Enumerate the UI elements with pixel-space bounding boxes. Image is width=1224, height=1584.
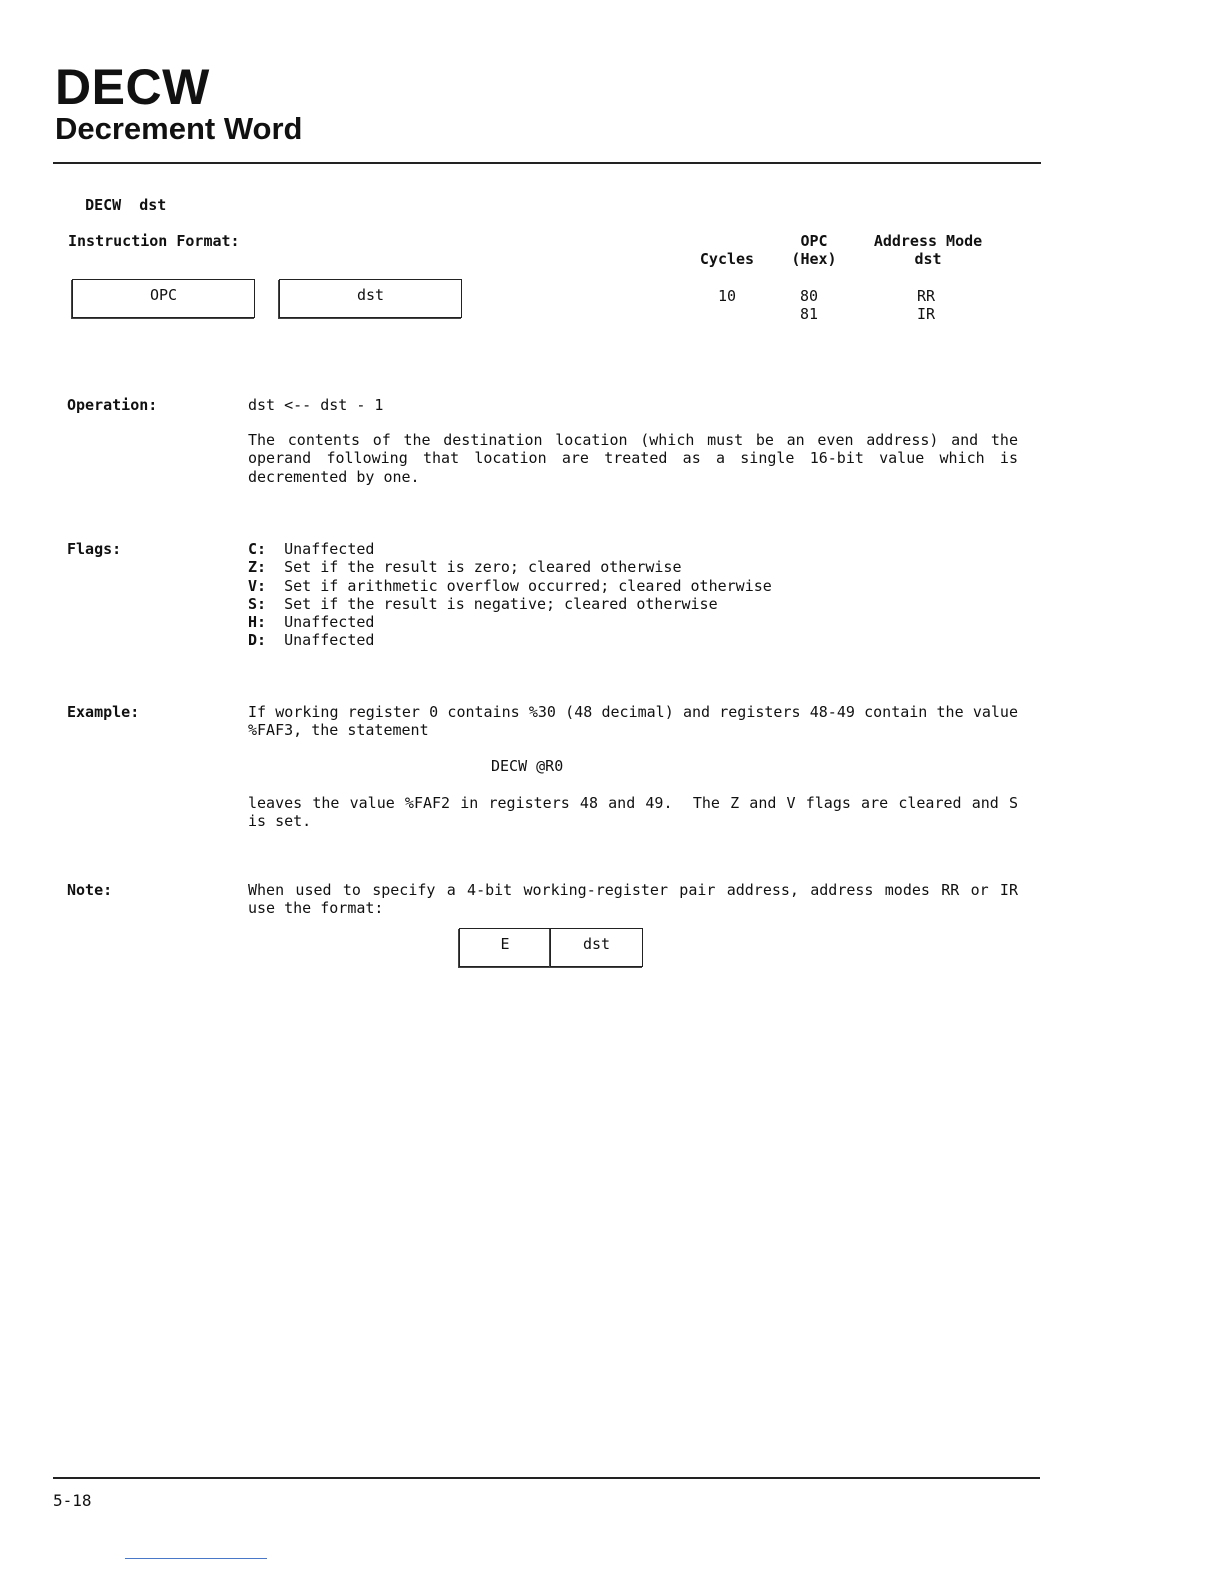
operation-formula: dst <-- dst - 1 (248, 396, 384, 414)
syntax-line (67, 178, 166, 215)
flag-row-d (248, 631, 772, 649)
table-row-1-opc: 80 (799, 287, 819, 305)
operation-description (248, 431, 1018, 486)
cycles-header: Cycles (699, 250, 755, 268)
page-number: 5-18 (53, 1491, 92, 1510)
note-format-dst-box (550, 928, 643, 967)
note-label: Note: (67, 881, 113, 899)
flag-row-v (248, 577, 772, 595)
flag-row-h (248, 613, 772, 631)
flag-code: H: (248, 613, 267, 632)
mode-header-line2: dst (914, 250, 942, 268)
instruction-format-label: Instruction Format: (68, 232, 240, 250)
operation-line-1: The contents of the destination location (which must be an even address) and the (248, 431, 1018, 449)
operation-line-3: decremented by one. (248, 467, 420, 486)
dst-box-label: dst (356, 286, 385, 304)
operation-label: Operation: (67, 396, 158, 414)
header-rule (53, 162, 1041, 164)
flag-row-s (248, 595, 772, 613)
example-result-line-2: is set. (248, 812, 312, 831)
flag-row-z (248, 558, 772, 576)
flags-label: Flags: (67, 540, 122, 558)
flag-code: Z: (248, 558, 267, 577)
example-result (248, 794, 1018, 831)
flag-text: Set if arithmetic overflow occurred; cleared otherwise (284, 576, 772, 595)
table-row-1-mode: RR (916, 287, 936, 305)
note-line-1: When used to specify a 4-bit working-register pair address, address modes RR or IR (248, 881, 1018, 899)
opc-box-label: OPC (149, 286, 178, 304)
flag-code: C: (248, 540, 267, 558)
mode-header-line1: Address Mode (873, 232, 983, 250)
example-statement: DECW @R0 (491, 757, 564, 775)
flags-list (248, 540, 772, 650)
table-row-2-opc: 81 (799, 305, 819, 323)
operation-line-2: operand following that location are treated as a single 16-bit value which is (248, 449, 1018, 468)
note-text (248, 881, 1018, 918)
page-subtitle: Decrement Word (55, 111, 303, 146)
note-format-e-label: E (500, 935, 510, 953)
example-intro-line-1: If working register 0 contains %30 (48 decimal) and registers 48-49 contain the value (248, 703, 1018, 721)
note-line-2: use the format: (248, 899, 384, 918)
opc-box (72, 279, 255, 318)
note-format-dst-label: dst (582, 935, 611, 953)
scan-artifact-line (125, 1558, 267, 1559)
page-title: DECW (55, 59, 210, 115)
flag-code: D: (248, 631, 267, 650)
dst-box (279, 279, 462, 318)
flag-code: S: (248, 594, 267, 613)
example-result-line-1: leaves the value %FAF2 in registers 48 and 49. The Z and V flags are cleared and S (248, 794, 1018, 812)
footer-rule (53, 1477, 1040, 1479)
note-format-e-box (459, 928, 551, 967)
table-row-1-cycles: 10 (717, 287, 737, 305)
flag-text: Unaffected (284, 631, 375, 650)
syntax-text: DECW dst (85, 196, 167, 215)
flag-text: Set if the result is zero; cleared otherwise (284, 558, 682, 577)
flag-code: V: (248, 576, 267, 595)
opc-header-line2: (Hex) (791, 250, 837, 268)
flag-row-c (248, 540, 772, 558)
flag-text: Unaffected (284, 613, 375, 632)
example-intro-line-2: %FAF3, the statement (248, 721, 429, 740)
example-intro (248, 703, 1018, 740)
flag-text: Set if the result is negative; cleared otherwise (284, 594, 718, 613)
example-label: Example: (67, 703, 140, 721)
table-row-2-mode: IR (916, 305, 936, 323)
flag-text: Unaffected (284, 540, 375, 558)
opc-header-line1: OPC (800, 232, 828, 250)
